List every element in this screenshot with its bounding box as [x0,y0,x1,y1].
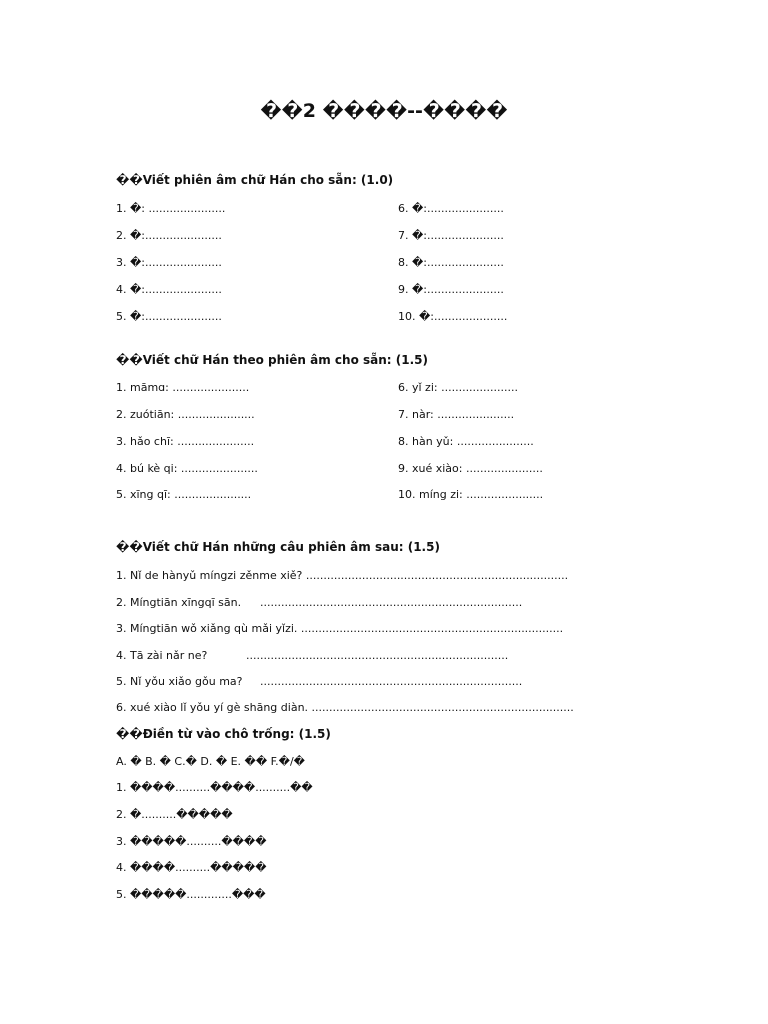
section4-heading: ��Điền từ vào chô trống: (1.5) [116,727,331,741]
section2-item: 6. yǐ zi: ...................... [398,381,519,394]
section4-item: 3. �����..........���� [116,835,267,848]
pinyin-sentence: 2. Míngtiān xīngqī sān. [116,596,242,609]
section3-item [116,649,508,662]
section2-item: 7. nàr: ...................... [398,408,515,421]
section2-item: 8. hàn yǔ: ...................... [398,435,534,448]
section3-item [116,569,568,582]
section3-item [116,596,522,609]
section1-heading: ��Viết phiên âm chữ Hán cho sẵn: (1.0) [116,173,394,187]
pinyin-sentence: 5. Nǐ yǒu xiǎo gǒu ma? [116,675,243,688]
section2-item: 3. hǎo chī: ...................... [116,435,255,448]
section3-item [116,622,563,635]
section2-item: 9. xué xiào: ...................... [398,462,543,475]
section1-item: 3. �:...................... [116,256,222,269]
answer-blank: ........................................................................... [246,649,509,662]
section1-item: 10. �:..................... [398,310,508,323]
pinyin-sentence: 3. Míngtiān wǒ xiǎng qù mǎi yǐzi. [116,622,298,635]
answer-blank: ........................................................................... [260,675,523,688]
section4-item: 5. �����.............��� [116,888,266,901]
pinyin-sentence: 4. Tā zài nǎr ne? [116,649,208,662]
section1-item: 2. �:...................... [116,229,222,242]
page-title: ��2 ����--���� [260,100,508,122]
section1-item: 7. �:...................... [398,229,504,242]
section1-item: 8. �:...................... [398,256,504,269]
section1-item: 5. �:...................... [116,310,222,323]
section3-item [116,675,522,688]
section2-item: 4. bú kè qi: ...................... [116,462,258,475]
section2-item: 1. māmɑ: ...................... [116,381,250,394]
pinyin-sentence: 1. Nǐ de hànyǔ míngzi zěnme xiě? [116,569,303,582]
pinyin-sentence: 6. xué xiào lǐ yǒu yí gè shāng diàn. [116,701,309,714]
section4-item: 4. ����..........����� [116,861,267,874]
answer-options: A. � B. � C.� D. � E. �� F.�/� [116,755,305,768]
section1-item: 9. �:...................... [398,283,504,296]
section1-item: 1. �: ...................... [116,202,226,215]
section3-heading: ��Viết chữ Hán những câu phiên âm sau: (1.5) [116,540,440,554]
section2-item: 10. míng zi: ...................... [398,488,544,501]
answer-blank: ........................................................................... [302,569,569,582]
section3-item [116,701,574,714]
answer-blank: ........................................................................... [308,701,574,714]
answer-blank: ........................................................................... [260,596,523,609]
section1-item: 4. �:...................... [116,283,222,296]
section4-item: 1. ����..........����..........�� [116,781,313,794]
section2-item: 5. xīng qī: ...................... [116,488,252,501]
section4-item: 2. �..........����� [116,808,233,821]
section1-item: 6. �:...................... [398,202,504,215]
answer-blank: ........................................................................... [297,622,564,635]
section2-item: 2. zuótiān: ...................... [116,408,255,421]
section2-heading: ��Viết chữ Hán theo phiên âm cho sẵn: (1.5) [116,353,428,367]
